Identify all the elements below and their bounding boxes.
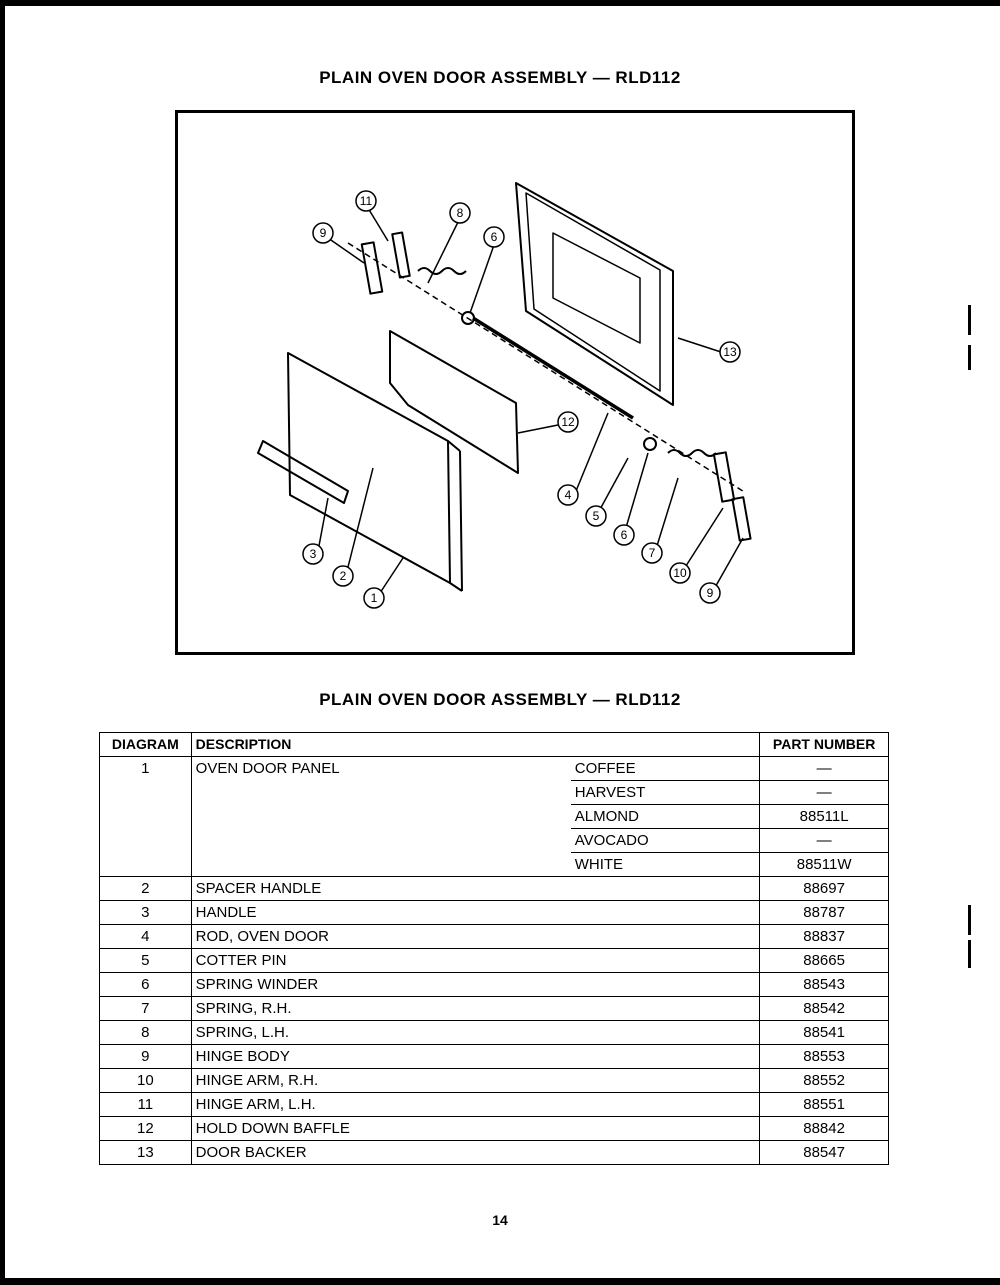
cell-description: DOOR BACKER [191, 1141, 760, 1165]
cell-diagram: 8 [100, 1021, 192, 1045]
table-row [100, 901, 889, 925]
callout-7 [642, 543, 662, 563]
callout-6 [484, 227, 504, 247]
cell-description: HINGE BODY [191, 1045, 760, 1069]
cell-diagram: 7 [100, 997, 192, 1021]
cell-diagram: 6 [100, 973, 192, 997]
svg-text:8: 8 [456, 206, 464, 220]
header-part-number: PART NUMBER [760, 733, 889, 757]
svg-text:12: 12 [561, 415, 575, 429]
svg-text:3: 3 [309, 547, 317, 561]
cell-description: HINGE ARM, R.H. [191, 1069, 760, 1093]
cell-part-number: — [760, 757, 889, 781]
table-row [100, 1093, 889, 1117]
svg-text:9: 9 [319, 226, 327, 240]
svg-text:13: 13 [723, 345, 737, 359]
margin-mark [968, 940, 971, 968]
handle-drawing [258, 441, 348, 503]
table-row [100, 1045, 889, 1069]
table-title: PLAIN OVEN DOOR ASSEMBLY — RLD112 [319, 690, 681, 709]
svg-text:5: 5 [592, 509, 600, 523]
callout-4 [558, 485, 578, 505]
scan-edge-left [0, 0, 5, 1285]
header-description: DESCRIPTION [191, 733, 760, 757]
cell-diagram: 11 [100, 1093, 192, 1117]
cell-part-number: 88511W [760, 853, 889, 877]
callout-10 [670, 563, 690, 583]
cell-diagram: 3 [100, 901, 192, 925]
cell-diagram: 13 [100, 1141, 192, 1165]
exploded-diagram [175, 110, 855, 655]
left-hinge-drawing [362, 232, 474, 324]
callout-9 [313, 223, 333, 243]
cell-description: SPRING, R.H. [191, 997, 760, 1021]
cell-diagram: 12 [100, 1117, 192, 1141]
callout-6b [614, 525, 634, 545]
scan-edge-bottom [0, 1278, 1000, 1285]
cell-part-number: 88787 [760, 901, 889, 925]
cell-description: SPRING, L.H. [191, 1021, 760, 1045]
svg-text:2: 2 [339, 569, 347, 583]
svg-text:4: 4 [564, 488, 572, 502]
cell-description: HINGE ARM, L.H. [191, 1093, 760, 1117]
cell-color: WHITE [571, 853, 760, 877]
cell-color: COFFEE [571, 757, 760, 781]
margin-mark [968, 305, 971, 335]
cell-diagram: 10 [100, 1069, 192, 1093]
callout-5 [586, 506, 606, 526]
cell-part-number: 88552 [760, 1069, 889, 1093]
header-diagram: DIAGRAM [100, 733, 192, 757]
cell-color: AVOCADO [571, 829, 760, 853]
margin-mark [968, 345, 971, 370]
svg-text:1: 1 [370, 591, 378, 605]
cell-part-number: 88837 [760, 925, 889, 949]
table-row [100, 1021, 889, 1045]
cell-part-number: 88511L [760, 805, 889, 829]
margin-mark [968, 905, 971, 935]
parts-table [99, 732, 889, 1165]
cell-part-number: 88665 [760, 949, 889, 973]
callout-1 [364, 588, 384, 608]
cell-part-number: 88842 [760, 1117, 889, 1141]
table-row [100, 757, 889, 781]
cell-description: COTTER PIN [191, 949, 760, 973]
cell-description: ROD, OVEN DOOR [191, 925, 760, 949]
cell-part-number: 88542 [760, 997, 889, 1021]
cell-description: SPACER HANDLE [191, 877, 760, 901]
table-row [100, 949, 889, 973]
table-row [100, 925, 889, 949]
table-row [100, 1069, 889, 1093]
svg-text:7: 7 [648, 546, 656, 560]
cell-description: HANDLE [191, 901, 760, 925]
door-backer-drawing [516, 183, 673, 405]
callout-9b [700, 583, 720, 603]
cell-description: HOLD DOWN BAFFLE [191, 1117, 760, 1141]
page-number: 14 [492, 1212, 508, 1228]
cell-part-number: 88543 [760, 973, 889, 997]
cell-diagram: 4 [100, 925, 192, 949]
cell-color: HARVEST [571, 781, 760, 805]
table-row [100, 1117, 889, 1141]
table-row [100, 973, 889, 997]
cell-part-number: 88553 [760, 1045, 889, 1069]
svg-text:9: 9 [706, 586, 714, 600]
rod-drawing [473, 318, 633, 418]
cell-color: ALMOND [571, 805, 760, 829]
callout-8 [450, 203, 470, 223]
cell-description: SPRING WINDER [191, 973, 760, 997]
table-row [100, 1141, 889, 1165]
callout-3 [303, 544, 323, 564]
cell-part-number: — [760, 781, 889, 805]
cell-part-number: — [760, 829, 889, 853]
cell-diagram: 1 [100, 757, 192, 877]
svg-text:6: 6 [620, 528, 628, 542]
cell-diagram: 2 [100, 877, 192, 901]
right-hinge-drawing [644, 438, 751, 541]
page-title: PLAIN OVEN DOOR ASSEMBLY — RLD112 [319, 68, 681, 87]
table-row [100, 997, 889, 1021]
cell-part-number: 88541 [760, 1021, 889, 1045]
svg-text:11: 11 [359, 194, 373, 208]
cell-part-number: 88697 [760, 877, 889, 901]
callout-11 [356, 191, 376, 211]
callout-13 [720, 342, 740, 362]
cell-part-number: 88551 [760, 1093, 889, 1117]
cell-diagram: 5 [100, 949, 192, 973]
table-header-row [100, 733, 889, 757]
cell-part-number: 88547 [760, 1141, 889, 1165]
hold-down-baffle-drawing [390, 331, 518, 473]
callout-12 [558, 412, 578, 432]
cell-diagram: 9 [100, 1045, 192, 1069]
cell-description: OVEN DOOR PANEL [191, 757, 571, 877]
svg-text:6: 6 [490, 230, 498, 244]
table-row [100, 877, 889, 901]
svg-text:10: 10 [673, 566, 687, 580]
callout-2 [333, 566, 353, 586]
scan-edge-top [0, 0, 1000, 6]
exploded-view-drawing [178, 113, 852, 652]
